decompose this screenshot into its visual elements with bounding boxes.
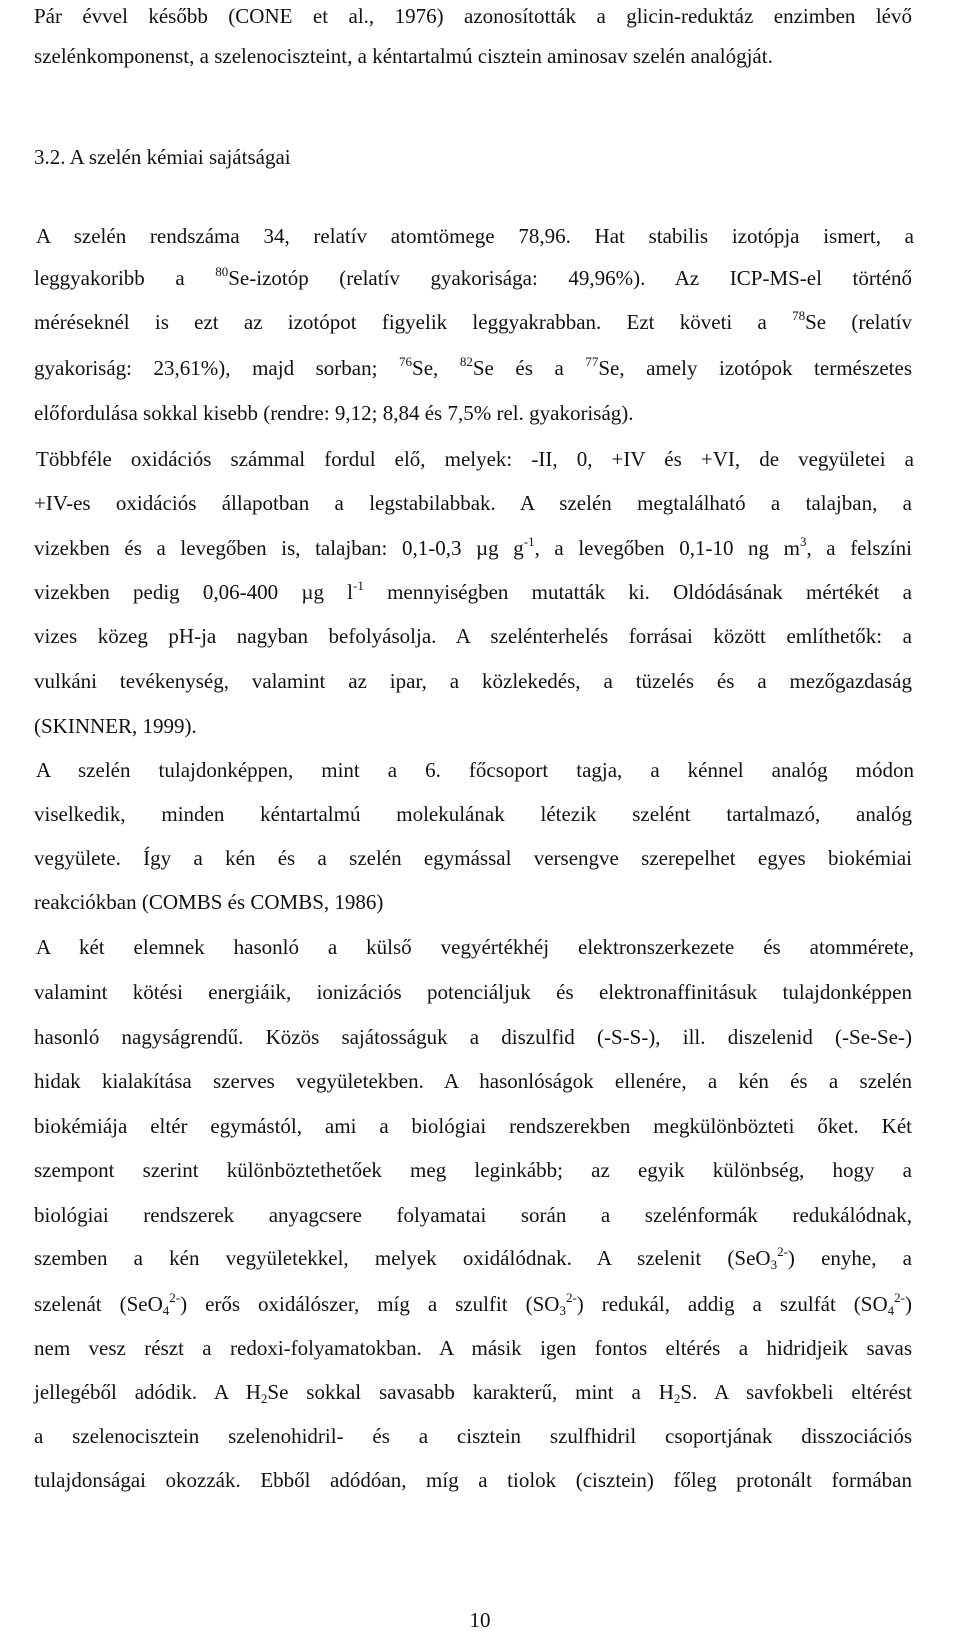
text-line [34, 1069, 912, 1093]
text-segment: ) erős oxidálószer, míg a szulfit (SO [180, 1292, 560, 1316]
text-segment: vizekben és a levegőben is, talajban: 0,1-0,3 µg g [34, 536, 524, 560]
text-segment: gyakoriság: 23,61%), majd sorban; [34, 356, 400, 380]
text-segment: szelenát (SeO [34, 1292, 163, 1316]
superscript: -1 [523, 534, 535, 549]
text-segment: biokémiája eltér egymástól, ami a biológiai rendszerekben megkülönbözteti őket. Két [34, 1114, 912, 1138]
text-segment: szempont szerint különböztethetőek meg leginkább; az egyik különbség, hogy a [34, 1158, 912, 1182]
text-segment: Se (relatív [805, 310, 912, 334]
text-line [34, 846, 912, 870]
text-segment: mennyiségben mutatták ki. Oldódásának mértékét a [363, 580, 912, 604]
text-line [34, 1424, 912, 1448]
text-segment: A két elemnek hasonló a külső vegyértékhéj elektronszerkezete és atommérete, [36, 935, 914, 959]
superscript: -1 [353, 578, 364, 593]
text-segment: vulkáni tevékenység, valamint az ipar, a közlekedés, a tüzelés és a mezőgazdaság [34, 669, 912, 693]
text-line [34, 1246, 912, 1270]
text-line [34, 714, 912, 738]
text-segment: A szelén tulajdonképpen, mint a 6. főcsoport tagja, a kénnel analóg módon [36, 758, 914, 782]
text-line [34, 580, 912, 604]
subscript: 4 [887, 1303, 895, 1318]
text-segment: ) [904, 1292, 912, 1316]
text-line [34, 624, 912, 648]
superscript: 78 [792, 308, 806, 323]
text-line [34, 1292, 912, 1316]
text-segment: Se, [412, 356, 460, 380]
subscript: 3 [559, 1303, 566, 1318]
text-line [36, 447, 914, 471]
text-segment: vizes közeg pH-ja nagyban befolyásolja. A szelénterhelés forrásai között említhetők: a [34, 624, 912, 648]
text-segment: viselkedik, minden kéntartalmú molekulának létezik szelént tartalmazó, analóg [34, 802, 912, 826]
superscript: 2- [894, 1290, 905, 1305]
page-number: 10 [469, 1608, 491, 1632]
text-line [34, 1380, 912, 1404]
text-segment: (SKINNER, 1999). [34, 714, 197, 738]
text-line [34, 536, 912, 560]
superscript: 2- [565, 1290, 577, 1305]
text-segment: vegyülete. Így a kén és a szelén egymással versengve szerepelhet egyes biokémiai [34, 846, 912, 870]
superscript: 76 [399, 354, 413, 369]
text-segment: Se-izotóp (relatív gyakorisága: 49,96%). Az ICP-MS-el történő [228, 266, 912, 290]
text-segment: 3.2. A szelén kémiai sajátságai [34, 145, 291, 169]
text-line [34, 980, 912, 1004]
text-segment: Se és a [472, 356, 586, 380]
text-segment: méréseknél is ezt az izotópot figyelik leggyakrabban. Ezt követi a [34, 310, 793, 334]
text-line [34, 310, 912, 334]
text-line [34, 1336, 912, 1360]
text-line [34, 44, 912, 68]
text-segment: vizekben pedig 0,06-400 µg l [34, 580, 354, 604]
superscript: 2- [169, 1290, 181, 1305]
text-segment: ) redukál, addig a szulfát (SO [576, 1292, 888, 1316]
text-segment: szelénkomponenst, a szelenociszteint, a kéntartalmú cisztein aminosav szelén analógját. [34, 44, 773, 68]
text-line [34, 1203, 912, 1227]
text-segment: valamint kötési energiáik, ionizációs potenciáljuk és elektronaffinitásuk tulajdonképpen [34, 980, 912, 1004]
text-segment: A szelén rendszáma 34, relatív atomtömege 78,96. Hat stabilis izotópja ismert, a [36, 224, 914, 248]
text-segment: szemben a kén vegyületekkel, melyek oxidálódnak. A szelenit (SeO [34, 1246, 771, 1270]
text-line [34, 802, 912, 826]
text-line [34, 1025, 912, 1049]
text-segment: leggyakoribb a [34, 266, 216, 290]
text-line [34, 401, 912, 425]
text-line [34, 1468, 912, 1492]
text-segment: tulajdonságai okozzák. Ebből adódóan, míg a tiolok (cisztein) főleg protonált formában [34, 1468, 912, 1492]
superscript: 2- [777, 1244, 788, 1259]
superscript: 77 [585, 354, 599, 369]
text-segment: , a felszíni [806, 536, 913, 560]
subscript: 4 [162, 1303, 170, 1318]
text-segment: hidak kialakítása szerves vegyületekben. A hasonlóságok ellenére, a kén és a szelén [34, 1069, 912, 1093]
text-line [36, 224, 914, 248]
superscript: 82 [459, 354, 473, 369]
superscript: 80 [215, 264, 229, 279]
text-line [34, 1158, 912, 1182]
text-line [34, 356, 912, 380]
text-segment: Többféle oxidációs számmal fordul elő, melyek: -II, 0, +IV és +VI, de vegyületei a [36, 447, 914, 471]
text-segment: Se, amely izotópok természetes [598, 356, 912, 380]
text-segment: S. A savfokbeli eltérést [680, 1380, 912, 1404]
text-line [34, 4, 912, 28]
text-segment: Se sokkal savasabb karakterű, mint a H [267, 1380, 674, 1404]
subscript: 3 [770, 1257, 778, 1272]
text-line [36, 935, 914, 959]
subscript: 2 [260, 1391, 268, 1406]
text-line [34, 491, 912, 515]
text-segment: biológiai rendszerek anyagcsere folyamatai során a szelénformák redukálódnak, [34, 1203, 912, 1227]
text-line [36, 758, 914, 782]
text-line [34, 1114, 912, 1138]
section-heading [34, 145, 291, 169]
text-segment: előfordulása sokkal kisebb (rendre: 9,12; 8,84 és 7,5% rel. gyakoriság). [34, 401, 634, 425]
superscript: 3 [799, 534, 807, 549]
text-line [34, 669, 912, 693]
text-segment: jellegéből adódik. A H [34, 1380, 261, 1404]
text-segment: Pár évvel később (CONE et al., 1976) azonosították a glicin-reduktáz enzimben lévő [34, 4, 912, 28]
text-segment: hasonló nagyságrendű. Közös sajátosságuk a diszulfid (-S-S-), ill. diszelenid (-Se-Se-) [34, 1025, 912, 1049]
text-segment: nem vesz részt a redoxi-folyamatokban. A másik igen fontos eltérés a hidridjeik savas [34, 1336, 912, 1360]
text-segment: +IV-es oxidációs állapotban a legstabilabbak. A szelén megtalálható a talajban, a [34, 491, 912, 515]
text-segment: , a levegőben 0,1-10 ng m [534, 536, 800, 560]
text-line [34, 890, 912, 914]
text-segment: ) enyhe, a [787, 1246, 912, 1270]
text-line [34, 266, 912, 290]
text-segment: a szelenocisztein szelenohidril- és a cisztein szulfhidril csoportjának disszociációs [34, 1424, 912, 1448]
text-segment: reakciókban (COMBS és COMBS, 1986) [34, 890, 384, 914]
subscript: 2 [673, 1391, 681, 1406]
